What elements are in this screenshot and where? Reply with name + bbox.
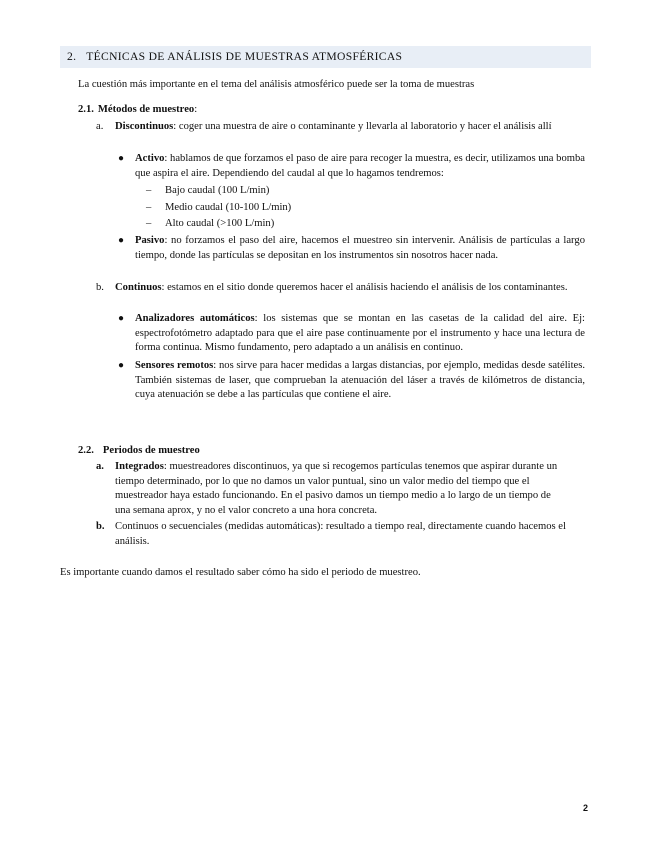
dash-text: Medio caudal (10-100 L/min) bbox=[165, 202, 292, 213]
term: Activo bbox=[135, 153, 165, 164]
list-marker: a. bbox=[96, 121, 104, 132]
subheading-number: 2.1. bbox=[78, 104, 94, 115]
item-text: : coger una muestra de aire o contaminante y llevarla al laboratorio y hacer el análisis allí bbox=[173, 121, 552, 132]
bullet-icon: ● bbox=[118, 235, 125, 246]
item-text: : muestreadores discontinuos, ya que si recogemos partículas tenemos que aspirar durante un tiempo determinado, por lo que no damos un valor puntual, sino un valor medio del tiempo que el muestreador haya estado funcionando. En el pasivo damos un tiempo medio a lo largo de un tiempo de una semana aprox, y no el valor concreto a una hora concreta. bbox=[115, 461, 558, 516]
subheading-number: 2.2. bbox=[78, 445, 94, 456]
closing-paragraph: Es importante cuando damos el resultado saber cómo ha sido el periodo de muestreo. bbox=[60, 567, 421, 578]
dash-text: Bajo caudal (100 L/min) bbox=[165, 185, 270, 196]
bullet-activo bbox=[118, 152, 585, 181]
dash-text: Alto caudal (>100 L/min) bbox=[165, 218, 275, 229]
bullet-icon: ● bbox=[118, 313, 125, 324]
term: Continuos bbox=[115, 282, 162, 293]
dash-icon: – bbox=[146, 185, 152, 196]
dash-item bbox=[146, 201, 291, 216]
dash-item bbox=[146, 217, 274, 232]
subheading-title: Periodos de muestreo bbox=[102, 445, 200, 456]
bullet-pasivo bbox=[118, 234, 585, 263]
bullet-text: : no forzamos el paso del aire, hacemos el muestreo sin intervenir. Análisis de partículas a largo tiempo, donde las partículas se depositan en los instrumentos sin nosotros hacer nada. bbox=[135, 235, 585, 261]
section-title: TÉCNICAS DE ANÁLISIS DE MUESTRAS ATMOSFÉRICAS bbox=[86, 50, 403, 63]
subheading-periodos bbox=[78, 444, 200, 459]
subheading-metodos bbox=[78, 103, 197, 118]
intro-paragraph: La cuestión más importante en el tema del análisis atmosférico puede ser la toma de muestras bbox=[78, 79, 475, 90]
dash-icon: – bbox=[146, 218, 152, 229]
section-heading bbox=[60, 46, 591, 68]
subheading-suffix: : bbox=[194, 104, 198, 115]
subheading-title: Métodos de muestreo bbox=[97, 104, 195, 115]
list-item-continuos-secuenciales bbox=[96, 520, 566, 549]
bullet-analizadores bbox=[118, 312, 585, 356]
term: Analizadores automáticos bbox=[135, 313, 255, 324]
list-marker: a. bbox=[96, 461, 104, 472]
bullet-text: : los sistemas que se montan en las casetas de la calidad del aire. Ej: espectrofotómetro adaptado para que el aire pase continuamente por el instrumento y hace una lectura de forma continua. Mismo fundamento, pero adaptado a un análisis en continuo. bbox=[135, 313, 586, 354]
bullet-icon: ● bbox=[118, 360, 125, 371]
section-number: 2. bbox=[67, 50, 77, 63]
bullet-text: : hablamos de que forzamos el paso de aire para recoger la muestra, es decir, utilizamos una bomba que aspira el aire. Dependiendo del caudal al que lo hagamos tendremos: bbox=[135, 153, 585, 179]
dash-icon: – bbox=[146, 202, 152, 213]
term: Pasivo bbox=[135, 235, 165, 246]
list-item-continuos bbox=[96, 281, 585, 296]
bullet-sensores bbox=[118, 359, 585, 403]
bullet-text: : nos sirve para hacer medidas a largas distancias, por ejemplo, medidas desde satélites. También sistemas de laser, que comprueban la atenuación del láser a través de kilómetros de distancia, cuya atenuación se debe a las partículas que contiene el aire. bbox=[135, 360, 586, 401]
term: Integrados bbox=[115, 461, 164, 472]
bullet-icon: ● bbox=[118, 153, 125, 164]
dash-item bbox=[146, 184, 269, 199]
list-marker: b. bbox=[96, 521, 105, 532]
term: Sensores remotos bbox=[135, 360, 214, 371]
item-text: : estamos en el sitio donde queremos hacer el análisis haciendo el análisis de los contaminantes. bbox=[161, 282, 568, 293]
item-text: Continuos o secuenciales (medidas automáticas): resultado a tiempo real, directamente cuando hacemos el análisis. bbox=[115, 521, 566, 547]
list-marker: b. bbox=[96, 282, 104, 293]
list-item-discontinuos bbox=[96, 120, 585, 135]
page-number: 2 bbox=[583, 803, 589, 813]
list-item-integrados bbox=[96, 460, 566, 518]
term: Discontinuos bbox=[115, 121, 174, 132]
